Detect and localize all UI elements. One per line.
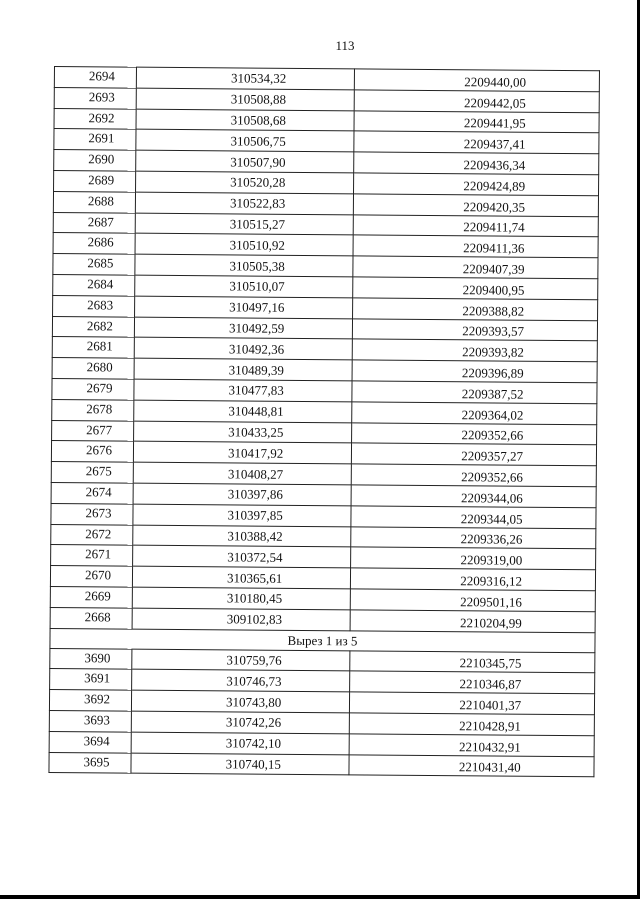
y-coordinate-cell: 2209436,34 bbox=[354, 152, 599, 175]
section-label: Вырез 1 из 5 bbox=[50, 628, 595, 652]
x-coordinate-cell: 310742,10 bbox=[131, 732, 350, 755]
y-coordinate-cell: 2210204,99 bbox=[351, 610, 596, 633]
x-coordinate-cell: 310508,68 bbox=[136, 109, 355, 132]
point-number-cell: 3691 bbox=[50, 669, 132, 690]
x-coordinate-cell: 310505,38 bbox=[135, 254, 354, 277]
y-coordinate-cell: 2209442,05 bbox=[355, 90, 600, 113]
y-coordinate-cell: 2210345,75 bbox=[350, 650, 595, 673]
y-coordinate-cell: 2209364,02 bbox=[352, 402, 597, 425]
x-coordinate-cell: 310408,27 bbox=[133, 462, 352, 485]
y-coordinate-cell: 2210346,87 bbox=[350, 671, 595, 694]
point-number-cell: 3695 bbox=[49, 752, 131, 773]
x-coordinate-cell: 310508,88 bbox=[136, 88, 355, 111]
point-number-cell: 2682 bbox=[52, 316, 134, 337]
point-number-cell: 2686 bbox=[53, 233, 135, 254]
coordinates-table bbox=[48, 66, 600, 778]
x-coordinate-cell: 310492,59 bbox=[134, 317, 353, 340]
x-coordinate-cell: 309102,83 bbox=[132, 608, 351, 631]
x-coordinate-cell: 310515,27 bbox=[135, 213, 354, 236]
point-number-cell: 2683 bbox=[53, 295, 135, 316]
y-coordinate-cell: 2209387,52 bbox=[352, 381, 597, 404]
x-coordinate-cell: 310492,36 bbox=[134, 337, 353, 360]
x-coordinate-cell: 310497,16 bbox=[134, 296, 353, 319]
point-number-cell: 2678 bbox=[52, 399, 134, 420]
point-number-cell: 3690 bbox=[50, 648, 132, 669]
x-coordinate-cell: 310417,92 bbox=[133, 441, 352, 464]
y-coordinate-cell: 2210428,91 bbox=[350, 713, 595, 736]
point-number-cell: 2671 bbox=[51, 545, 133, 566]
x-coordinate-cell: 310397,85 bbox=[133, 504, 352, 527]
point-number-cell: 2694 bbox=[54, 67, 136, 88]
y-coordinate-cell: 2209344,06 bbox=[352, 485, 597, 508]
point-number-cell: 2674 bbox=[51, 482, 133, 503]
point-number-cell: 2693 bbox=[54, 87, 136, 108]
point-number-cell: 2669 bbox=[50, 586, 132, 607]
point-number-cell: 2679 bbox=[52, 378, 134, 399]
point-number-cell: 2675 bbox=[51, 462, 133, 483]
x-coordinate-cell: 310743,80 bbox=[131, 690, 350, 713]
x-coordinate-cell: 310489,39 bbox=[134, 358, 353, 381]
point-number-cell: 2690 bbox=[54, 150, 136, 171]
point-number-cell: 2688 bbox=[53, 191, 135, 212]
y-coordinate-cell: 2209440,00 bbox=[355, 69, 600, 92]
x-coordinate-cell: 310180,45 bbox=[132, 587, 351, 610]
point-number-cell: 2676 bbox=[51, 441, 133, 462]
x-coordinate-cell: 310759,76 bbox=[132, 649, 351, 672]
y-coordinate-cell: 2209396,89 bbox=[353, 360, 598, 383]
y-coordinate-cell: 2209501,16 bbox=[351, 589, 596, 612]
y-coordinate-cell: 2209393,57 bbox=[353, 318, 598, 341]
point-number-cell: 2680 bbox=[52, 358, 134, 379]
point-number-cell: 2692 bbox=[54, 108, 136, 129]
y-coordinate-cell: 2209336,26 bbox=[351, 526, 596, 549]
x-coordinate-cell: 310506,75 bbox=[136, 130, 355, 153]
point-number-cell: 2689 bbox=[54, 170, 136, 191]
point-number-cell: 2685 bbox=[53, 254, 135, 275]
point-number-cell: 2673 bbox=[51, 503, 133, 524]
y-coordinate-cell: 2209441,95 bbox=[354, 110, 599, 133]
y-coordinate-cell: 2209437,41 bbox=[354, 131, 599, 154]
y-coordinate-cell: 2209319,00 bbox=[351, 547, 596, 570]
x-coordinate-cell: 310433,25 bbox=[133, 421, 352, 444]
y-coordinate-cell: 2210401,37 bbox=[350, 692, 595, 715]
x-coordinate-cell: 310740,15 bbox=[131, 753, 350, 776]
point-number-cell: 2684 bbox=[53, 274, 135, 295]
point-number-cell: 2672 bbox=[51, 524, 133, 545]
y-coordinate-cell: 2209352,66 bbox=[352, 464, 597, 487]
point-number-cell: 2691 bbox=[54, 129, 136, 150]
table-body-top bbox=[50, 67, 599, 633]
point-number-cell: 2668 bbox=[50, 607, 132, 628]
page-number: 113 bbox=[335, 38, 355, 53]
x-coordinate-cell: 310388,42 bbox=[133, 525, 352, 548]
scan-edge-bottom bbox=[0, 895, 640, 899]
x-coordinate-cell: 310365,61 bbox=[132, 566, 351, 589]
point-number-cell: 3692 bbox=[49, 690, 131, 711]
x-coordinate-cell: 310507,90 bbox=[136, 150, 355, 173]
table-body-bottom bbox=[49, 648, 595, 777]
x-coordinate-cell: 310397,86 bbox=[133, 483, 352, 506]
y-coordinate-cell: 2209411,36 bbox=[353, 235, 598, 258]
x-coordinate-cell: 310534,32 bbox=[136, 67, 355, 90]
point-number-cell: 2677 bbox=[52, 420, 134, 441]
x-coordinate-cell: 310520,28 bbox=[135, 171, 354, 194]
x-coordinate-cell: 310746,73 bbox=[132, 669, 351, 692]
x-coordinate-cell: 310522,83 bbox=[135, 192, 354, 215]
x-coordinate-cell: 310372,54 bbox=[133, 545, 352, 568]
point-number-cell: 2670 bbox=[50, 566, 132, 587]
y-coordinate-cell: 2209388,82 bbox=[353, 298, 598, 321]
point-number-cell: 3694 bbox=[49, 731, 131, 752]
x-coordinate-cell: 310510,07 bbox=[135, 275, 354, 298]
point-number-cell: 3693 bbox=[49, 710, 131, 731]
y-coordinate-cell: 2209407,39 bbox=[353, 256, 598, 279]
y-coordinate-cell: 2209420,35 bbox=[354, 194, 599, 217]
x-coordinate-cell: 310510,92 bbox=[135, 234, 354, 257]
y-coordinate-cell: 2209393,82 bbox=[353, 339, 598, 362]
y-coordinate-cell: 2209424,89 bbox=[354, 173, 599, 196]
x-coordinate-cell: 310448,81 bbox=[134, 400, 353, 423]
x-coordinate-cell: 310477,83 bbox=[134, 379, 353, 402]
y-coordinate-cell: 2209316,12 bbox=[351, 568, 596, 591]
y-coordinate-cell: 2209352,66 bbox=[352, 422, 597, 445]
y-coordinate-cell: 2209357,27 bbox=[352, 443, 597, 466]
x-coordinate-cell: 310742,26 bbox=[131, 711, 350, 734]
y-coordinate-cell: 2209411,74 bbox=[354, 214, 599, 237]
y-coordinate-cell: 2209400,95 bbox=[353, 277, 598, 300]
table-row bbox=[49, 752, 594, 777]
y-coordinate-cell: 2210431,40 bbox=[349, 754, 594, 777]
point-number-cell: 2687 bbox=[53, 212, 135, 233]
point-number-cell: 2681 bbox=[52, 337, 134, 358]
y-coordinate-cell: 2210432,91 bbox=[350, 734, 595, 757]
y-coordinate-cell: 2209344,05 bbox=[351, 506, 596, 529]
